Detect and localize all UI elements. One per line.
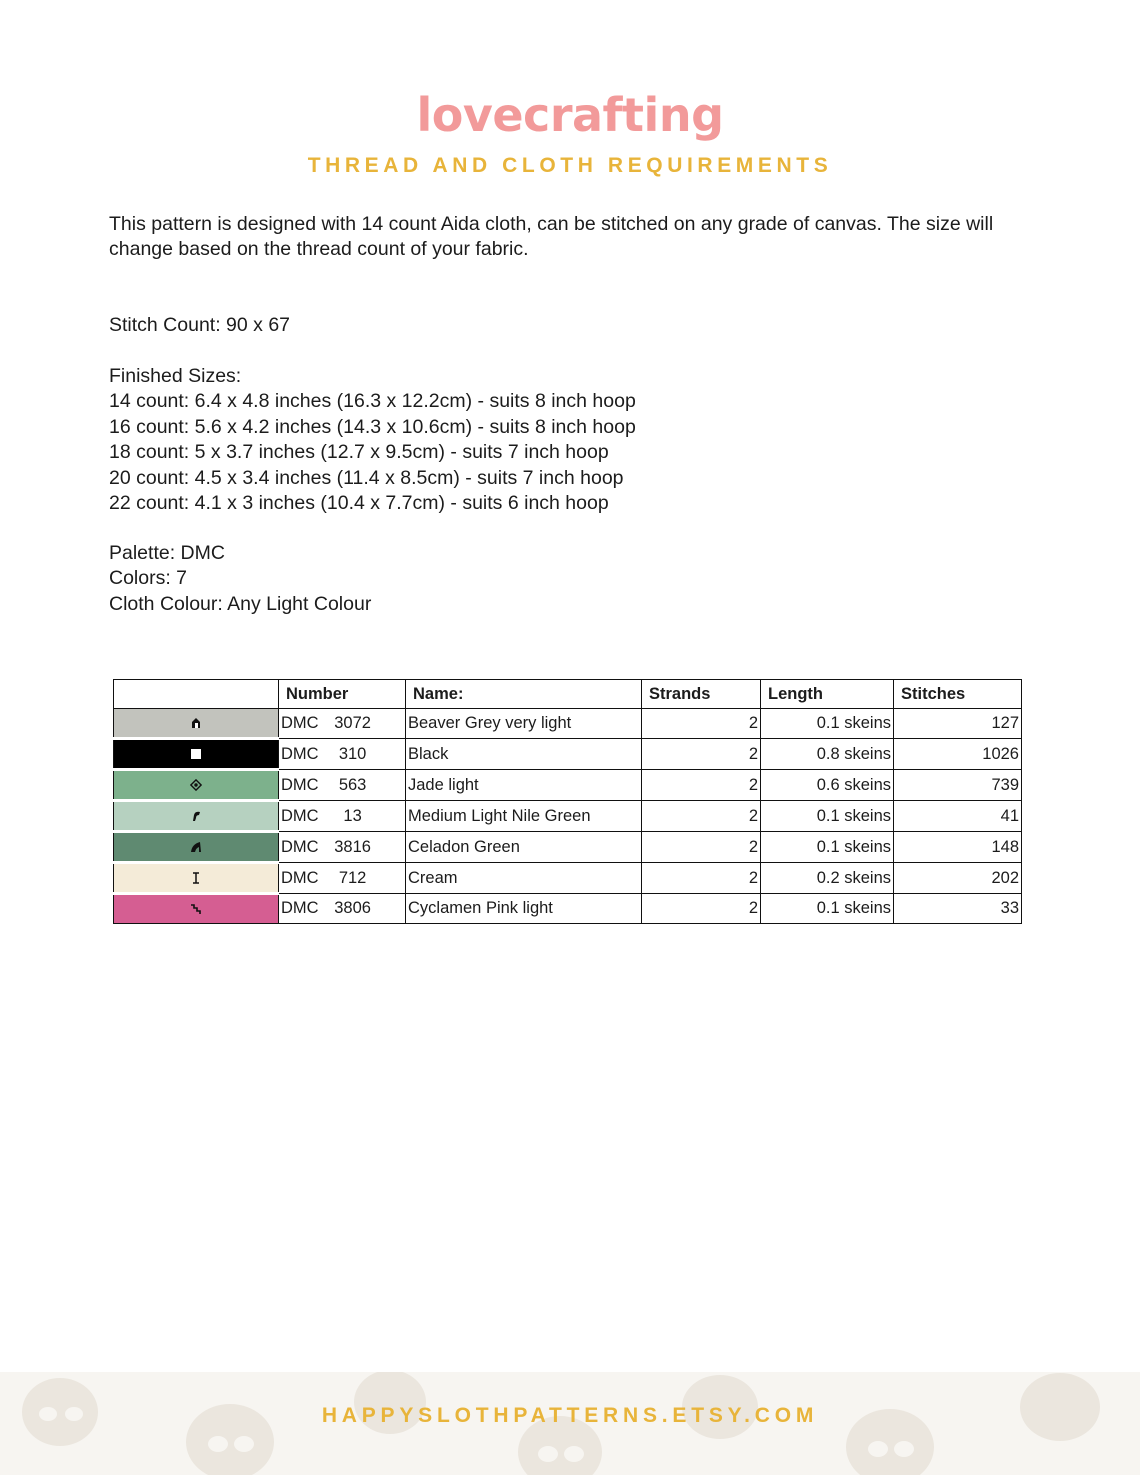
thread-code: 3806 xyxy=(334,899,371,917)
color-swatch xyxy=(114,739,279,770)
color-swatch xyxy=(114,832,279,863)
table-row xyxy=(114,770,1022,801)
thread-stitches: 41 xyxy=(894,801,1022,832)
thread-number xyxy=(279,770,406,801)
header-strands: Strands xyxy=(642,680,761,709)
square-icon xyxy=(190,745,202,763)
house-icon xyxy=(190,714,202,732)
thread-name: Beaver Grey very light xyxy=(406,709,642,739)
palette-info xyxy=(109,541,371,617)
thread-strands: 2 xyxy=(642,801,761,832)
thread-number xyxy=(279,739,406,770)
thread-number xyxy=(279,863,406,894)
thread-name: Cyclamen Pink light xyxy=(406,894,642,924)
footer-shop-link[interactable]: HAPPYSLOTHPATTERNS.ETSY.COM xyxy=(321,1404,819,1427)
header-length: Length xyxy=(761,680,894,709)
thread-code: 3072 xyxy=(334,714,371,732)
thread-code: 13 xyxy=(343,806,362,825)
table-header-row xyxy=(114,680,1022,709)
thread-code: 563 xyxy=(338,775,367,794)
header-number: Number xyxy=(279,680,406,709)
ibeam-icon xyxy=(190,869,202,887)
table-row xyxy=(114,739,1022,770)
header-name: Name: xyxy=(406,680,642,709)
stairs-icon xyxy=(190,900,202,918)
thread-stitches: 148 xyxy=(894,832,1022,863)
thread-length: 0.2 skeins xyxy=(761,863,894,894)
thread-name: Cream xyxy=(406,863,642,894)
thread-name: Celadon Green xyxy=(406,832,642,863)
table-row xyxy=(114,894,1022,924)
intro-paragraph: This pattern is designed with 14 count Aida cloth, can be stitched on any grade of canvas. The size will change based on the thread count of your fabric. xyxy=(109,213,994,261)
color-swatch xyxy=(114,894,279,924)
thread-brand: DMC xyxy=(281,899,319,917)
brand-logo-text: lovecrafting xyxy=(416,88,724,142)
table-row xyxy=(114,801,1022,832)
thread-length: 0.6 skeins xyxy=(761,770,894,801)
thread-strands: 2 xyxy=(642,832,761,863)
wedge-icon xyxy=(190,838,202,856)
thread-length: 0.1 skeins xyxy=(761,709,894,739)
thread-legend-table xyxy=(113,679,1022,924)
header-stitches: Stitches xyxy=(894,680,1022,709)
thread-brand: DMC xyxy=(281,775,319,794)
color-swatch xyxy=(114,801,279,832)
color-swatch xyxy=(114,863,279,894)
thread-strands: 2 xyxy=(642,863,761,894)
thread-stitches: 127 xyxy=(894,709,1022,739)
thread-stitches: 1026 xyxy=(894,739,1022,770)
color-swatch xyxy=(114,770,279,801)
finished-sizes xyxy=(109,364,636,516)
colors-line: Colors: 7 xyxy=(109,567,188,590)
thread-name: Black xyxy=(406,739,642,770)
thread-code: 310 xyxy=(338,744,367,763)
thread-name: Medium Light Nile Green xyxy=(406,801,642,832)
finished-size-line: 20 count: 4.5 x 3.4 inches (11.4 x 8.5cm) - suits 7 inch hoop xyxy=(109,466,624,489)
thread-brand: DMC xyxy=(281,744,319,763)
thread-code: 712 xyxy=(338,868,367,887)
finished-size-line: 14 count: 6.4 x 4.8 inches (16.3 x 12.2cm) - suits 8 inch hoop xyxy=(109,390,636,413)
thread-length: 0.1 skeins xyxy=(761,801,894,832)
thread-number xyxy=(279,894,406,924)
thread-strands: 2 xyxy=(642,894,761,924)
thread-length: 0.8 skeins xyxy=(761,739,894,770)
thread-strands: 2 xyxy=(642,770,761,801)
thread-strands: 2 xyxy=(642,709,761,739)
thread-brand: DMC xyxy=(281,837,319,856)
finished-size-line: 16 count: 5.6 x 4.2 inches (14.3 x 10.6cm) - suits 8 inch hoop xyxy=(109,415,636,438)
thread-number xyxy=(279,709,406,739)
thread-strands: 2 xyxy=(642,739,761,770)
thread-number xyxy=(279,832,406,863)
hook-icon xyxy=(190,807,202,825)
thread-stitches: 739 xyxy=(894,770,1022,801)
header-symbol xyxy=(114,680,279,709)
color-swatch xyxy=(114,709,279,739)
finished-sizes-heading: Finished Sizes: xyxy=(109,365,242,387)
table-row xyxy=(114,863,1022,894)
table-row xyxy=(114,709,1022,739)
page-subtitle: THREAD AND CLOTH REQUIREMENTS xyxy=(307,154,833,177)
thread-code: 3816 xyxy=(334,837,371,856)
thread-length: 0.1 skeins xyxy=(761,832,894,863)
thread-brand: DMC xyxy=(281,868,319,887)
thread-stitches: 202 xyxy=(894,863,1022,894)
thread-brand: DMC xyxy=(281,714,319,732)
thread-name: Jade light xyxy=(406,770,642,801)
cloth-colour-line: Cloth Colour: Any Light Colour xyxy=(109,592,372,615)
diamond-dot-icon xyxy=(190,776,202,794)
palette-line: Palette: DMC xyxy=(109,542,225,564)
finished-size-line: 18 count: 5 x 3.7 inches (12.7 x 9.5cm) - suits 7 inch hoop xyxy=(109,441,609,464)
thread-length: 0.1 skeins xyxy=(761,894,894,924)
thread-number xyxy=(279,801,406,832)
finished-size-line: 22 count: 4.1 x 3 inches (10.4 x 7.7cm) - suits 6 inch hoop xyxy=(109,492,609,515)
thread-brand: DMC xyxy=(281,806,319,825)
table-row xyxy=(114,832,1022,863)
thread-stitches: 33 xyxy=(894,894,1022,924)
stitch-count: Stitch Count: 90 x 67 xyxy=(109,314,291,336)
